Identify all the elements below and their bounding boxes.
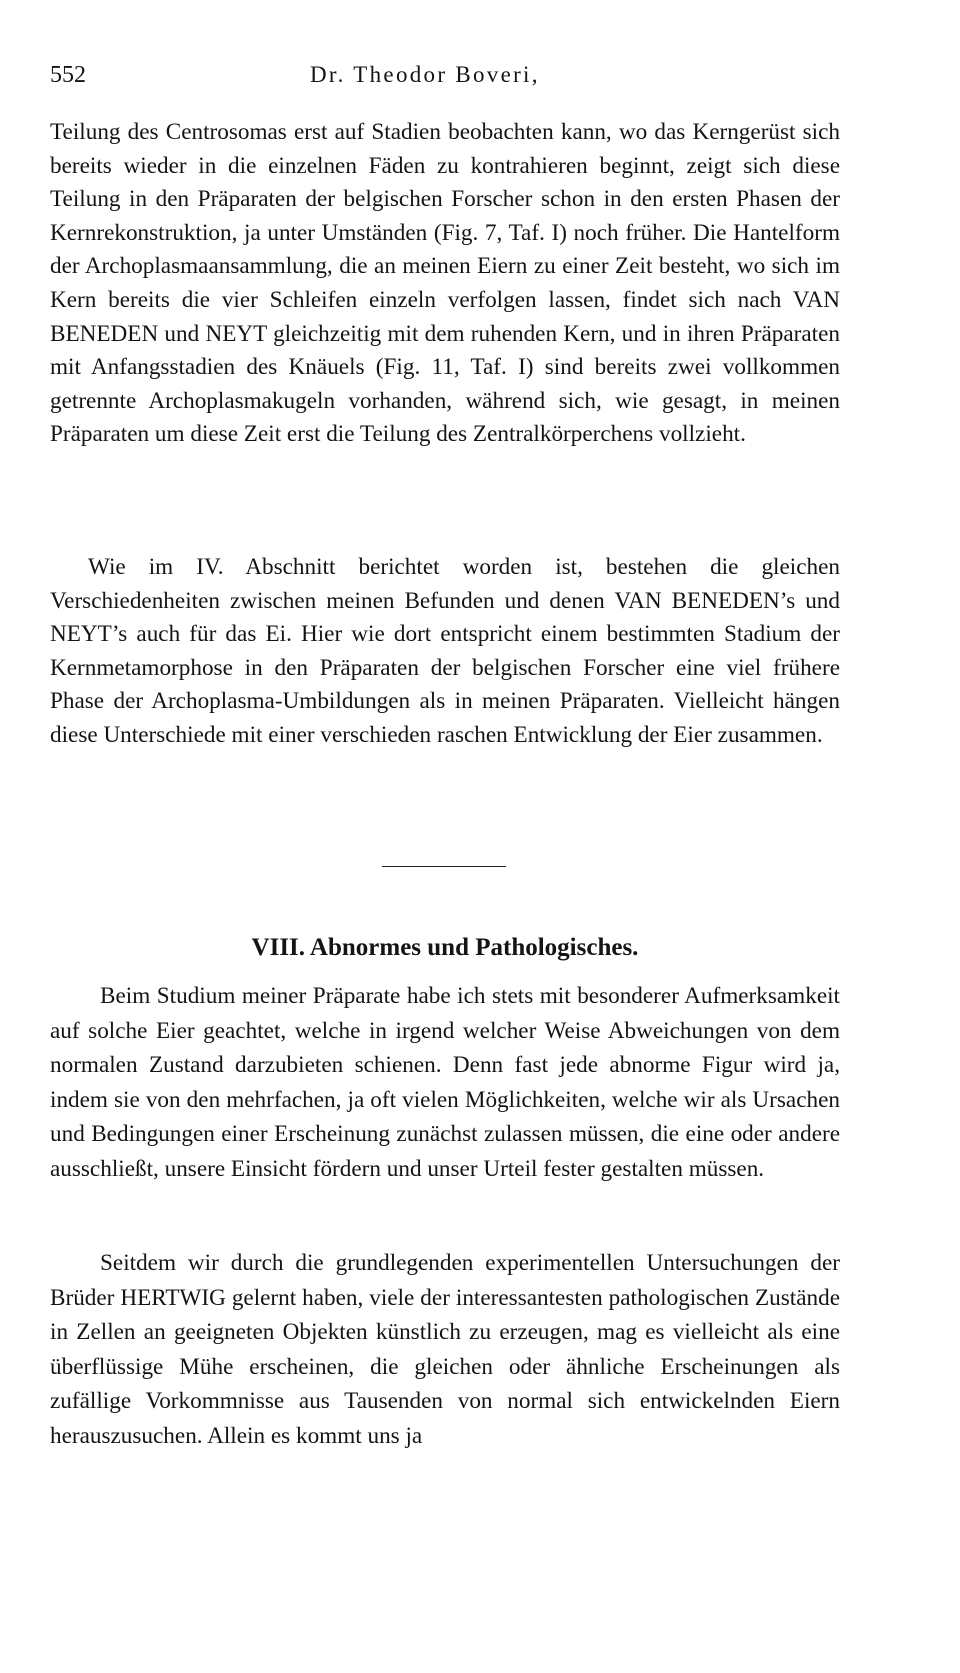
paragraph: Wie im IV. Abschnitt berichtet worden ist, bestehen die gleichen Verschiedenheiten zwischen meinen Befunden und denen VAN BENEDEN’s und NEYT’s auch für das Ei. Hier wie dort entspricht einem bestimmten Stadium der Kernmetamorphose in den Präparaten der belgischen Forscher eine viel frühere Phase der Archoplasma-Umbildungen als in meinen Präparaten. Vielleicht hängen diese Unterschiede mit einer verschieden raschen Entwicklung der Eier zusammen. — [50, 554, 840, 748]
page-header — [50, 58, 840, 92]
running-head: Dr. Theodor Boveri, — [310, 62, 540, 87]
paragraph: Seitdem wir durch die grundlegenden experimentellen Untersuchungen der Brüder HERTWIG gelernt haben, viele der interessantesten pathologischen Zustände in Zellen an geeigneten Objekten künstlich zu erzeugen, mag es vielleicht als eine überflüssige Mühe erscheinen, die gleichen oder ähnliche Erscheinungen als zufällige Vorkommnisse aus Tausenden von normal sich entwickelnden Eiern herauszusuchen. Allein es kommt uns ja — [50, 1250, 840, 1449]
paragraph: Teilung des Centrosomas erst auf Stadien beobachten kann, wo das Kerngerüst sich bereits wieder in die einzelnen Fäden zu kontrahieren beginnt, zeigt sich diese Teilung in den Präparaten der belgischen Forscher schon in den ersten Phasen der Kernrekonstruktion, ja unter Umständen (Fig. 7, Taf. I) noch früher. Die Hantelform der Archoplasmaansammlung, die an meinen Eiern zu einer Zeit besteht, wo sich im Kern bereits die vier Schleifen einzeln verfolgen lassen, findet sich nach VAN BENEDEN und NEYT gleichzeitig mit dem ruhenden Kern, und in ihren Präparaten mit Anfangsstadien des Knäuels (Fig. 11, Taf. I) sind bereits zwei vollkommen getrennte Archoplasmakugeln vorhanden, während sich, wie gesagt, in meinen Präparaten um diese Zeit erst die Teilung des Zentralkörperchens vollzieht. — [50, 119, 840, 448]
page-number: 552 — [50, 62, 86, 88]
paragraph: Beim Studium meiner Präparate habe ich stets mit besonderer Aufmerksamkeit auf solche Eier geachtet, welche in irgend welcher Weise Abweichungen von dem normalen Zustand darzubieten schienen. Denn fast jede abnorme Figur wird ja, indem sie von den mehrfachen, ja oft vielen Möglichkeiten, welche wir als Ursachen und Bedingungen einer Erscheinung zunächst zulassen müssen, die eine oder andere ausschließt, unsere Einsicht fördern und unser Urteil fester gestalten müssen. — [50, 983, 840, 1182]
section-divider — [382, 866, 506, 867]
section-heading: VIII. Abnormes und Pathologisches. — [251, 934, 639, 961]
